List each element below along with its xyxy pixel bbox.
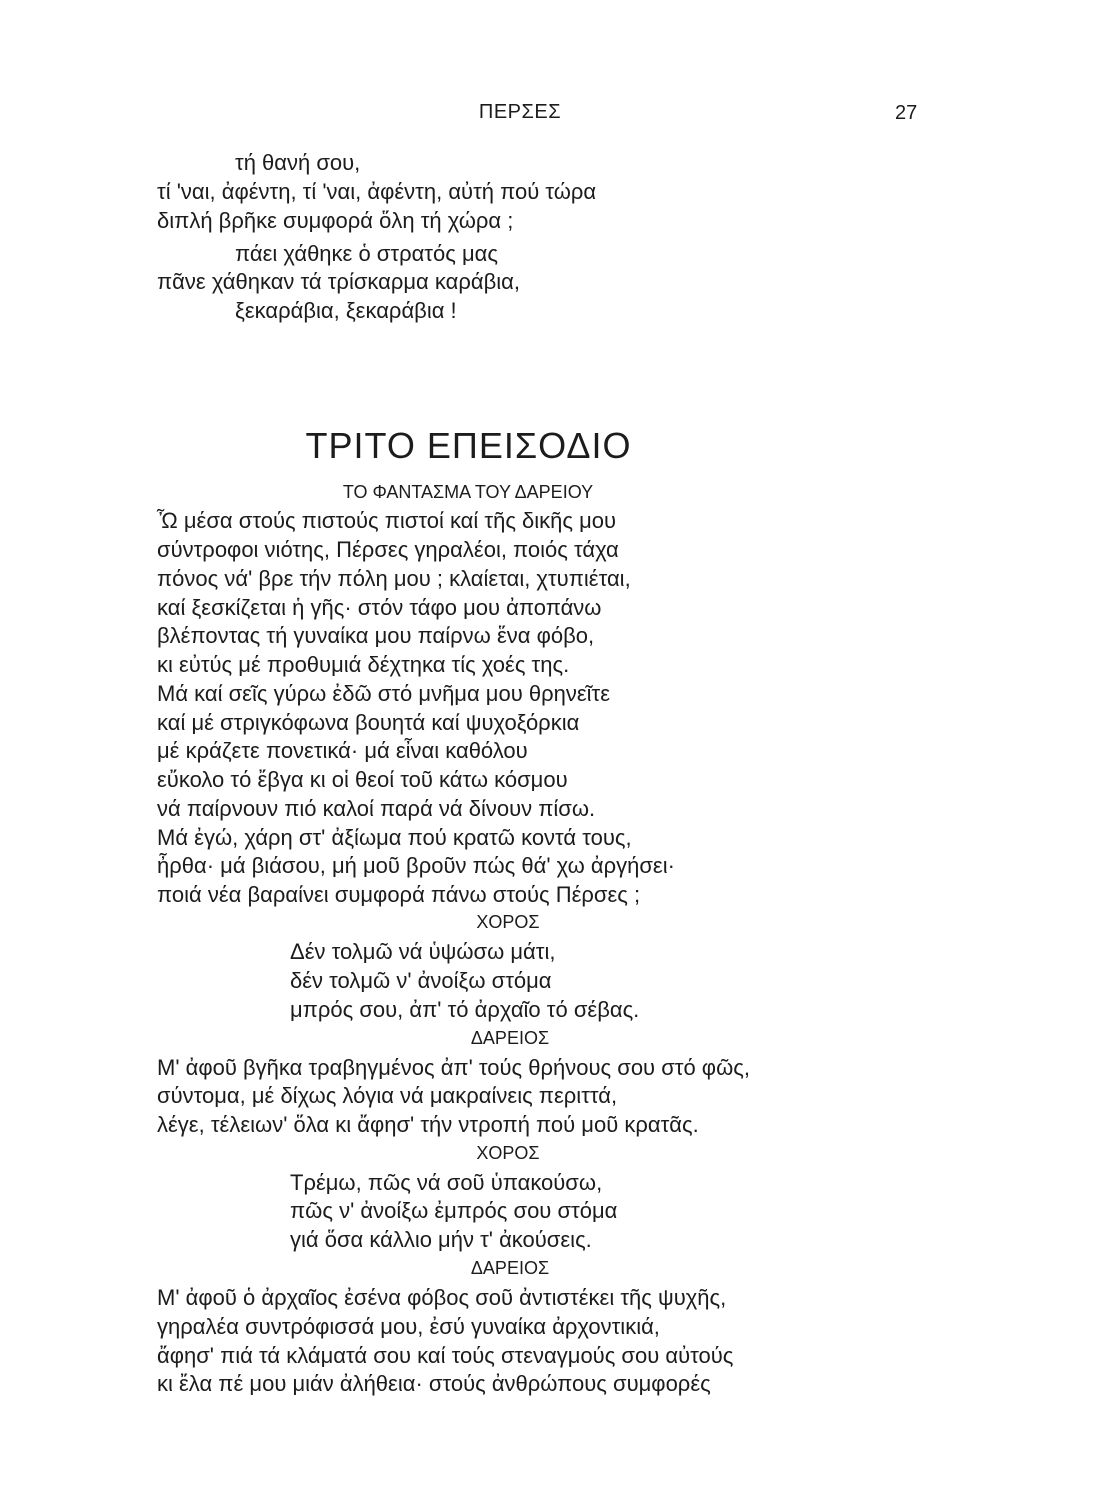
verse-line: σύντομα, μέ δίχως λόγια νά μακραίνεις περιττά, [157, 1083, 618, 1108]
verse-line: Ὦ μέσα στούς πιστούς πιστοί καί τῆς δικῆς μου [157, 508, 617, 533]
verse-line: Μ' ἀφοῦ ὁ ἀρχαῖος ἐσένα φόβος σοῦ ἀντιστέκει τῆς ψυχῆς, [157, 1285, 727, 1310]
running-header-title: ΠΕΡΣΕΣ [478, 101, 562, 123]
verse-line: βλέποντας τή γυναίκα μου παίρνω ἕνα φόβο, [157, 623, 595, 648]
speaker-label-darius: ΔΑΡΕΙΟΣ [470, 1028, 550, 1048]
verse-line: τή θανή σου, [235, 150, 361, 175]
verse-line: μπρός σου, ἀπ' τό ἀρχαῖο τό σέβας. [290, 997, 640, 1022]
verse-line: πάει χάθηκε ὁ στρατός μας [235, 241, 498, 266]
verse-line: ξεκαράβια, ξεκαράβια ! [235, 298, 457, 323]
verse-line: ἄφησ' πιά τά κλάματά σου καί τούς στεναγμούς σου αὐτούς [157, 1343, 734, 1368]
verse-line: πῶς ν' ἀνοίξω ἐμπρός σου στόμα [290, 1198, 618, 1223]
verse-line: λέγε, τέλειων' ὅλα κι ἄφησ' τήν ντροπή πού μοῦ κρατᾶς. [157, 1112, 699, 1137]
verse-line: κι ἔλα πέ μου μιάν ἀλήθεια· στούς ἀνθρώπους συμφορές [157, 1371, 711, 1396]
verse-line: πᾶνε χάθηκαν τά τρίσκαρμα καράβια, [157, 269, 520, 294]
verse-line: κι εὐτύς μέ προθυμιά δέχτηκα τίς χοές της. [157, 652, 570, 677]
verse-line: Μ' ἀφοῦ βγῆκα τραβηγμένος ἀπ' τούς θρήνους σου στό φῶς, [157, 1055, 750, 1080]
verse-line: Μά ἐγώ, χάρη στ' ἀξίωμα πού κρατῶ κοντά τους, [157, 825, 632, 850]
verse-line: πόνος νά' βρε τήν πόλη μου ; κλαίεται, χτυπιέται, [157, 566, 631, 591]
episode-heading: ΤΡΙΤΟ ΕΠΕΙΣΟΔΙΟ [305, 425, 632, 466]
speaker-label-chorus: ΧΟΡΟΣ [476, 912, 540, 932]
episode-subheading: ΤΟ ΦΑΝΤΑΣΜΑ ΤΟΥ ΔΑΡΕΙΟΥ [342, 482, 594, 502]
verse-line: σύντροφοι νιότης, Πέρσες γηραλέοι, ποιός τάχα [157, 537, 619, 562]
verse-line: τί 'ναι, ἀφέντη, τί 'ναι, ἀφέντη, αὐτή πού τώρα [157, 179, 597, 204]
verse-line: εὔκολο τό ἔβγα κι οἱ θεοί τοῦ κάτω κόσμου [157, 767, 568, 792]
verse-line: ἦρθα· μά βιάσου, μή μοῦ βροῦν πώς θά' χω ἀργήσει· [157, 853, 675, 878]
verse-line: δέν τολμῶ ν' ἀνοίξω στόμα [290, 968, 552, 993]
verse-line: Τρέμω, πῶς νά σοῦ ὑπακούσω, [290, 1170, 603, 1195]
verse-line: νά παίρνουν πιό καλοί παρά νά δίνουν πίσω. [157, 796, 596, 821]
speaker-label-darius: ΔΑΡΕΙΟΣ [470, 1258, 550, 1278]
speaker-label-chorus: ΧΟΡΟΣ [476, 1143, 540, 1163]
verse-line: γιά ὅσα κάλλιο μήν τ' ἀκούσεις. [290, 1227, 592, 1252]
verse-line: μέ κράζετε πονετικά· μά εἶναι καθόλου [157, 738, 528, 763]
verse-line: Μά καί σεῖς γύρω ἐδῶ στό μνῆμα μου θρηνεῖτε [157, 681, 611, 706]
verse-line: Δέν τολμῶ νά ὑψώσω μάτι, [290, 939, 556, 964]
verse-line: καί ξεσκίζεται ἡ γῆς· στόν τάφο μου ἀποπάνω [157, 595, 602, 620]
verse-line: γηραλέα συντρόφισσά μου, ἐσύ γυναίκα ἀρχοντικιά, [157, 1314, 660, 1339]
page-number: 27 [895, 102, 918, 124]
verse-line: καί μέ στριγκόφωνα βουητά καί ψυχοξόρκια [157, 710, 580, 735]
verse-line: ποιά νέα βαραίνει συμφορά πάνω στούς Πέρσες ; [157, 882, 641, 907]
verse-line: διπλή βρῆκε συμφορά ὅλη τή χώρα ; [157, 208, 514, 233]
